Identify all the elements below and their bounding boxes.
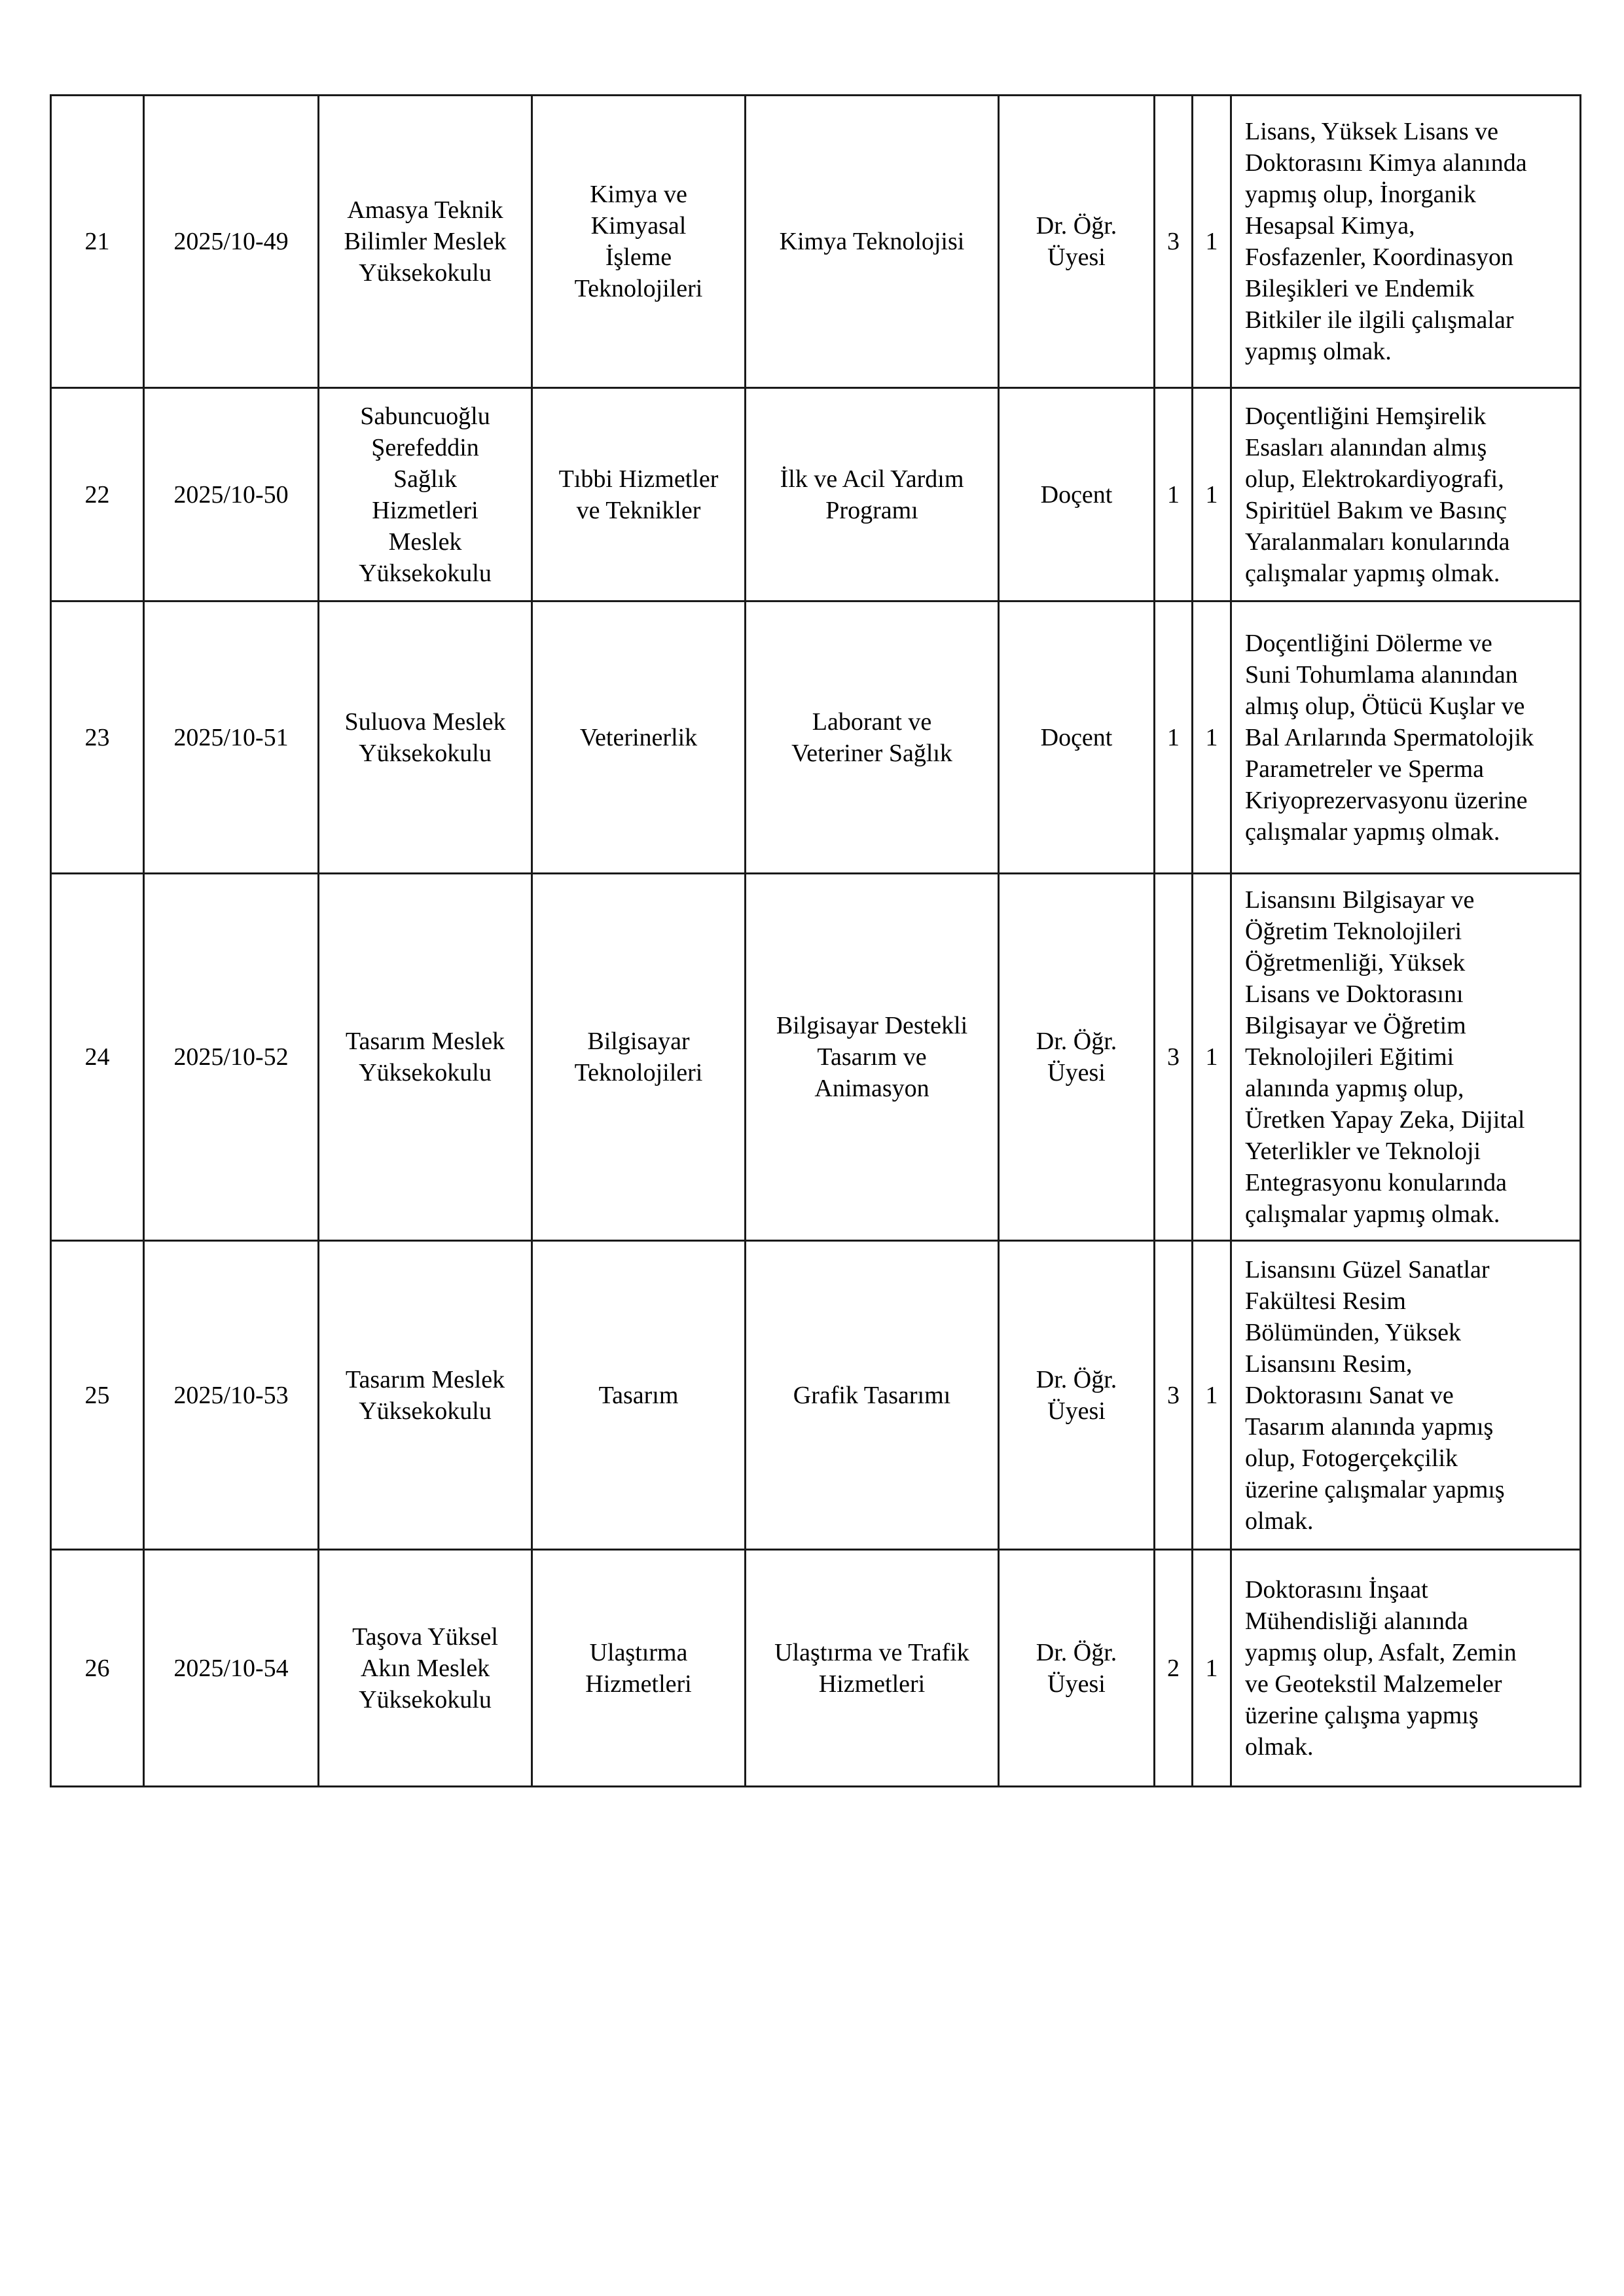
requirements-cell-line: yapmış olup, Asfalt, Zemin <box>1245 1638 1517 1666</box>
row-number-cell: 21 <box>51 96 144 388</box>
degree-cell: 3 <box>1155 874 1193 1241</box>
program-cell <box>746 601 999 874</box>
requirements-cell-line: ve Geotekstil Malzemeler <box>1245 1670 1502 1698</box>
table-row <box>51 1550 1581 1787</box>
requirements-cell <box>1231 874 1581 1241</box>
department-cell-line: Ulaştırma <box>589 1638 688 1666</box>
requirements-cell-line: Bilgisayar ve Öğretim <box>1245 1012 1466 1039</box>
program-cell <box>746 1241 999 1550</box>
announcement-number-cell: 2025/10-52 <box>144 874 319 1241</box>
requirements-cell-line: olup, Fotogerçekçilik <box>1245 1444 1458 1472</box>
requirements-cell-line: Doktorasını Kimya alanında <box>1245 149 1527 177</box>
program-cell-line: Laborant ve <box>812 708 932 736</box>
unit-cell-line: Yüksekokulu <box>359 559 492 587</box>
requirements-cell-line: Öğretim Teknolojileri <box>1245 918 1462 945</box>
requirements-cell-line: üzerine çalışmalar yapmış <box>1245 1475 1505 1503</box>
degree-cell: 1 <box>1155 388 1193 601</box>
unit-cell-line: Yüksekokulu <box>359 1397 492 1425</box>
count-cell: 1 <box>1193 1241 1231 1550</box>
announcement-number-cell: 2025/10-49 <box>144 96 319 388</box>
table-body <box>51 96 1581 1787</box>
requirements-cell-line: Entegrasyonu konularında <box>1245 1169 1507 1196</box>
count-cell: 1 <box>1193 1550 1231 1787</box>
unit-cell-line: Yüksekokulu <box>359 259 492 287</box>
department-cell <box>532 874 746 1241</box>
requirements-cell-line: Doçentliğini Dölerme ve <box>1245 629 1492 657</box>
department-cell <box>532 1550 746 1787</box>
count-cell: 1 <box>1193 874 1231 1241</box>
unit-cell-line: Hizmetleri <box>372 496 478 524</box>
program-cell <box>746 1550 999 1787</box>
degree-cell: 1 <box>1155 601 1193 874</box>
program-cell-line: Tasarım ve <box>817 1043 927 1071</box>
requirements-cell-line: olmak. <box>1245 1507 1314 1535</box>
table-row <box>51 601 1581 874</box>
department-cell-line: Teknolojileri <box>574 275 703 302</box>
requirements-cell-line: Yaralanmaları konularında <box>1245 528 1510 556</box>
requirements-cell-line: almış olup, Ötücü Kuşlar ve <box>1245 692 1525 720</box>
requirements-cell-line: Bölümünden, Yüksek <box>1245 1318 1462 1346</box>
requirements-cell-line: yapmış olup, İnorganik <box>1245 181 1476 208</box>
announcement-number-cell: 2025/10-50 <box>144 388 319 601</box>
unit-cell <box>319 388 532 601</box>
requirements-cell-line: üzerine çalışma yapmış <box>1245 1701 1479 1729</box>
row-number-cell: 26 <box>51 1550 144 1787</box>
program-cell-line: Bilgisayar Destekli <box>776 1012 968 1039</box>
position-title-cell-line: Üyesi <box>1047 243 1106 271</box>
program-cell <box>746 388 999 601</box>
row-number-cell: 24 <box>51 874 144 1241</box>
announcement-number-cell: 2025/10-54 <box>144 1550 319 1787</box>
department-cell-line: Hizmetleri <box>585 1670 692 1698</box>
position-title-cell-line: Üyesi <box>1047 1670 1106 1698</box>
requirements-cell-line: Esasları alanından almış <box>1245 433 1487 461</box>
requirements-cell-line: Fosfazenler, Koordinasyon <box>1245 243 1514 271</box>
department-cell <box>532 96 746 388</box>
position-title-cell-line: Dr. Öğr. <box>1036 1365 1117 1393</box>
requirements-cell-line: Kriyoprezervasyonu üzerine <box>1245 786 1528 814</box>
requirements-cell-line: Lisans ve Doktorasını <box>1245 980 1464 1008</box>
requirements-cell-line: Üretken Yapay Zeka, Dijital <box>1245 1106 1525 1134</box>
unit-cell-line: Amasya Teknik <box>347 196 503 224</box>
unit-cell <box>319 96 532 388</box>
requirements-cell-line: Fakültesi Resim <box>1245 1287 1406 1315</box>
requirements-cell-line: Parametreler ve Sperma <box>1245 755 1485 783</box>
program-cell-line: Grafik Tasarımı <box>793 1381 951 1409</box>
table-row <box>51 1241 1581 1550</box>
requirements-cell-line: Öğretmenliği, Yüksek <box>1245 949 1466 977</box>
degree-cell: 3 <box>1155 1241 1193 1550</box>
requirements-cell <box>1231 96 1581 388</box>
position-title-cell-line: Üyesi <box>1047 1059 1106 1086</box>
table-row <box>51 96 1581 388</box>
count-cell: 1 <box>1193 388 1231 601</box>
requirements-cell-line: çalışmalar yapmış olmak. <box>1245 817 1500 846</box>
unit-cell-line: Yüksekokulu <box>359 1685 492 1713</box>
department-cell-line: Tıbbi Hizmetler <box>558 465 719 493</box>
department-cell <box>532 601 746 874</box>
unit-cell-line: Akın Meslek <box>360 1654 490 1682</box>
requirements-cell-line: Doktorasını Sanat ve <box>1245 1381 1454 1409</box>
requirements-cell <box>1231 1550 1581 1787</box>
requirements-cell-line: Doçentliğini Hemşirelik <box>1245 402 1487 430</box>
unit-cell-line: Bilimler Meslek <box>344 228 507 255</box>
department-cell-line: İşleme <box>605 243 672 271</box>
announcement-number-cell: 2025/10-53 <box>144 1241 319 1550</box>
position-title-cell-line: Dr. Öğr. <box>1036 1028 1117 1055</box>
department-cell-line: Veterinerlik <box>579 723 698 751</box>
requirements-cell-line: Teknolojileri Eğitimi <box>1245 1043 1454 1071</box>
faculty-position-table <box>50 94 1581 1787</box>
unit-cell-line: Şerefeddin <box>371 433 479 461</box>
row-number-cell: 25 <box>51 1241 144 1550</box>
requirements-cell-line: olmak. <box>1245 1732 1314 1761</box>
position-title-cell <box>999 96 1155 388</box>
unit-cell <box>319 874 532 1241</box>
department-cell <box>532 1241 746 1550</box>
unit-cell-line: Yüksekokulu <box>359 739 492 767</box>
count-cell: 1 <box>1193 96 1231 388</box>
unit-cell <box>319 1550 532 1787</box>
department-cell-line: Teknolojileri <box>574 1059 703 1086</box>
row-number-cell: 22 <box>51 388 144 601</box>
unit-cell-line: Tasarım Meslek <box>345 1028 505 1055</box>
department-cell-line: Tasarım <box>598 1381 679 1409</box>
degree-cell: 3 <box>1155 96 1193 388</box>
program-cell <box>746 874 999 1241</box>
count-cell: 1 <box>1193 601 1231 874</box>
table-row <box>51 388 1581 601</box>
requirements-cell <box>1231 388 1581 601</box>
requirements-cell-line: Lisansını Güzel Sanatlar <box>1245 1255 1490 1283</box>
department-cell-line: Bilgisayar <box>587 1028 690 1055</box>
requirements-cell-line: çalışmalar yapmış olmak. <box>1245 1200 1500 1228</box>
department-cell-line: ve Teknikler <box>576 496 701 524</box>
requirements-cell-line: Spiritüel Bakım ve Basınç <box>1245 496 1507 524</box>
program-cell-line: Programı <box>825 496 918 524</box>
position-title-cell <box>999 1550 1155 1787</box>
requirements-cell-line: Bal Arılarında Spermatolojik <box>1245 723 1534 751</box>
position-title-cell-line: Doçent <box>1040 480 1113 509</box>
requirements-cell <box>1231 601 1581 874</box>
requirements-cell-line: olup, Elektrokardiyografi, <box>1245 465 1504 493</box>
requirements-cell-line: Mühendisliği alanında <box>1245 1607 1468 1635</box>
requirements-cell-line: Suni Tohumlama alanından <box>1245 660 1518 689</box>
program-cell-line: Animasyon <box>814 1075 929 1102</box>
unit-cell-line: Sabuncuoğlu <box>360 402 490 430</box>
position-title-cell <box>999 388 1155 601</box>
program-cell-line: Veteriner Sağlık <box>791 739 952 767</box>
requirements-cell-line: Hesapsal Kimya, <box>1245 212 1415 240</box>
requirements-cell-line: Tasarım alanında yapmış <box>1245 1412 1494 1441</box>
unit-cell <box>319 1241 532 1550</box>
requirements-cell-line: Lisansını Resim, <box>1245 1350 1413 1378</box>
program-cell-line: Kimya Teknolojisi <box>779 228 965 255</box>
program-cell <box>746 96 999 388</box>
position-title-cell <box>999 1241 1155 1550</box>
unit-cell-line: Yüksekokulu <box>359 1059 492 1086</box>
program-cell-line: Ulaştırma ve Trafik <box>774 1638 969 1666</box>
table-row <box>51 874 1581 1241</box>
announcement-number-cell: 2025/10-51 <box>144 601 319 874</box>
unit-cell-line: Taşova Yüksel <box>352 1623 498 1651</box>
requirements-cell-line: Bitkiler ile ilgili çalışmalar <box>1245 306 1514 334</box>
requirements-cell-line: Doktorasını İnşaat <box>1245 1575 1428 1604</box>
position-title-cell-line: Dr. Öğr. <box>1036 1638 1117 1666</box>
department-cell-line: Kimya ve <box>590 181 687 208</box>
requirements-cell-line: Lisansını Bilgisayar ve <box>1245 886 1475 914</box>
position-title-cell-line: Dr. Öğr. <box>1036 212 1117 240</box>
unit-cell-line: Tasarım Meslek <box>345 1365 505 1393</box>
position-title-cell-line: Doçent <box>1040 723 1113 751</box>
requirements-cell-line: alanında yapmış olup, <box>1245 1075 1464 1102</box>
program-cell-line: Hizmetleri <box>818 1670 926 1698</box>
row-number-cell: 23 <box>51 601 144 874</box>
unit-cell-line: Suluova Meslek <box>344 708 506 736</box>
requirements-cell-line: Bileşikleri ve Endemik <box>1245 275 1475 302</box>
position-title-cell-line: Üyesi <box>1047 1397 1106 1425</box>
unit-cell <box>319 601 532 874</box>
requirements-cell-line: çalışmalar yapmış olmak. <box>1245 559 1500 587</box>
position-title-cell <box>999 874 1155 1241</box>
requirements-cell-line: Lisans, Yüksek Lisans ve <box>1245 118 1498 145</box>
program-cell-line: İlk ve Acil Yardım <box>780 465 964 493</box>
position-title-cell <box>999 601 1155 874</box>
requirements-cell-line: Yeterlikler ve Teknoloji <box>1245 1138 1481 1165</box>
requirements-cell-line: yapmış olmak. <box>1245 338 1392 365</box>
department-cell-line: Kimyasal <box>590 212 687 240</box>
unit-cell-line: Sağlık <box>393 465 458 493</box>
unit-cell-line: Meslek <box>388 528 462 556</box>
requirements-cell <box>1231 1241 1581 1550</box>
degree-cell: 2 <box>1155 1550 1193 1787</box>
department-cell <box>532 388 746 601</box>
